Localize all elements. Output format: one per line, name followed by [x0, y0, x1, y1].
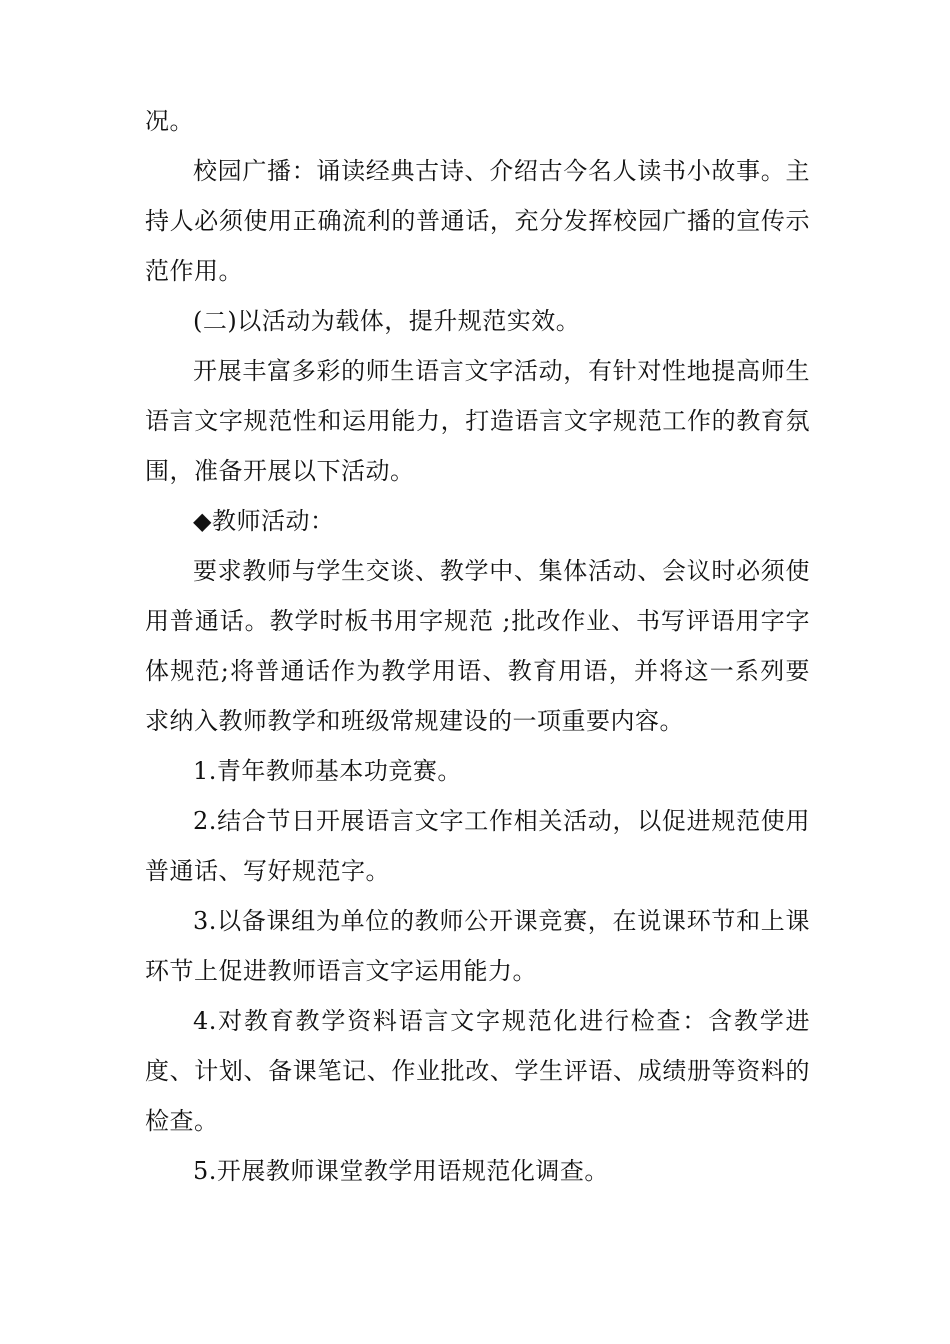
- paragraph-continuation: 况。: [145, 107, 194, 135]
- document-body: [145, 96, 810, 1196]
- subheading-teacher-activities: ◆教师活动：: [193, 507, 335, 535]
- list-item-4: 4.对教育教学资料语言文字规范化进行检查：含教学进度、计划、备课笔记、作业批改、学生评语、成绩册等资料的检查。: [145, 1007, 810, 1135]
- list-item-3: 3.以备课组为单位的教师公开课竞赛，在说课环节和上课环节上促进教师语言文字运用能力。: [145, 907, 810, 985]
- section-heading-activities: (二)以活动为载体，提升规范实效。: [193, 307, 581, 335]
- list-item-5: 5.开展教师课堂教学用语规范化调查。: [193, 1157, 609, 1185]
- paragraph-teacher-requirements: 要求教师与学生交谈、教学中、集体活动、会议时必须使用普通话。教学时板书用字规范 ;批改作业、书写评语用字字体规范;将普通话作为教学用语、教育用语，并将这一系列要求纳入教师教学和班级常规建设的一项重要内容。: [145, 557, 810, 735]
- list-item-2: 2.结合节日开展语言文字工作相关活动，以促进规范使用普通话、写好规范字。: [145, 807, 810, 885]
- paragraph-activities-intro: 开展丰富多彩的师生语言文字活动，有针对性地提高师生语言文字规范性和运用能力，打造语言文字规范工作的教育氛围，准备开展以下活动。: [145, 357, 810, 485]
- paragraph-campus-broadcast: 校园广播：诵读经典古诗、介绍古今名人读书小故事。主持人必须使用正确流利的普通话，充分发挥校园广播的宣传示范作用。: [145, 157, 810, 285]
- list-item-1: 1.青年教师基本功竞赛。: [193, 757, 462, 785]
